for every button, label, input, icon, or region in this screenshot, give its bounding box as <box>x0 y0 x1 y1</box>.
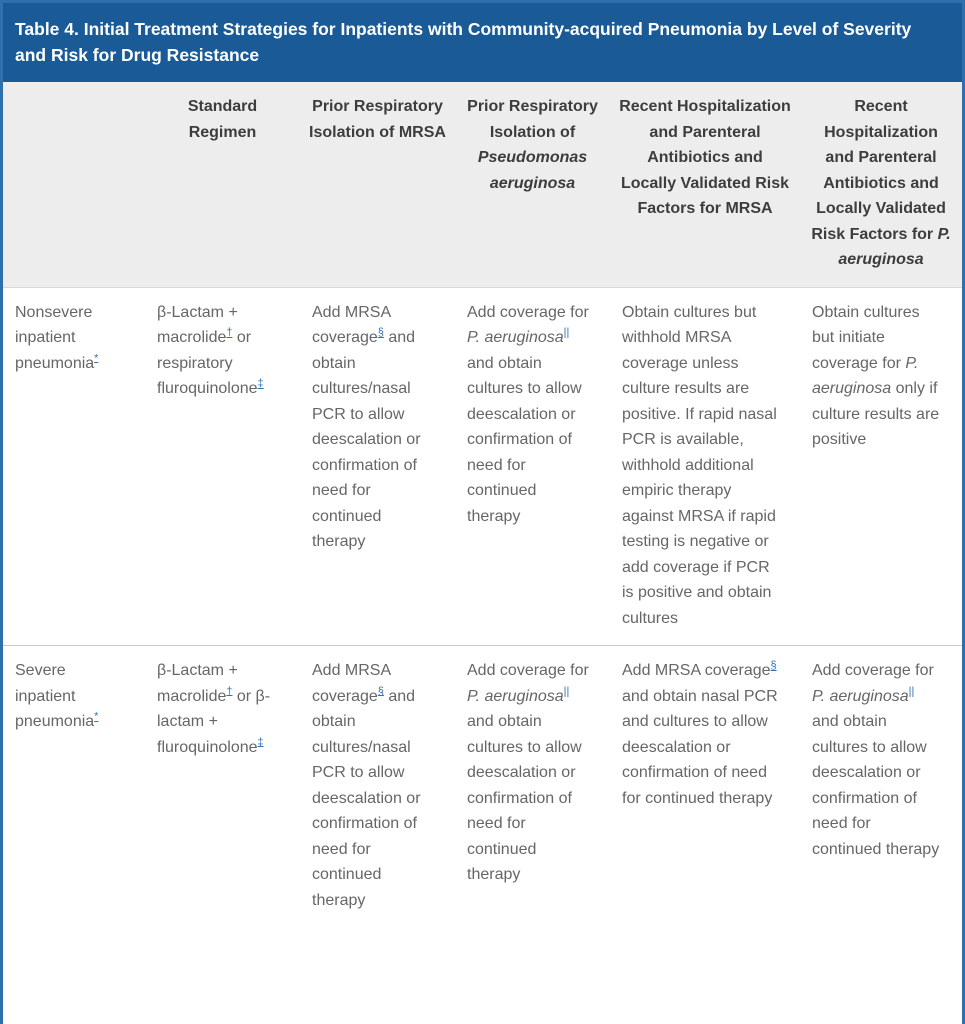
cell-prior-isolation-mrsa <box>300 646 455 928</box>
cell-recent-hospitalization-mrsa <box>610 287 800 646</box>
footnote-superscript <box>258 736 264 748</box>
text-segment: Recent Hospitalization and Parenteral Antibiotics and Locally Validated Risk Factors for <box>811 98 946 243</box>
text-segment: and obtain cultures to allow deescalation or confirmation of need for continued therapy <box>467 713 582 883</box>
treatment-table <box>3 82 962 927</box>
organism-name: P. aeruginosa <box>467 329 564 346</box>
footnote-superscript <box>564 327 570 339</box>
organism-name: P. aeruginosa <box>467 687 564 705</box>
cell-recent-hospitalization-pseudomonas <box>800 646 962 928</box>
cell-prior-isolation-pseudomonas <box>455 287 610 646</box>
cell-standard-regimen <box>145 646 300 928</box>
text-segment: Prior Respiratory Isolation of <box>467 98 598 141</box>
footnote-superscript <box>258 378 264 390</box>
cell-row-label <box>3 646 145 928</box>
text-segment: and obtain cultures/nasal PCR to allow deescalation or confirmation of need for continued therapy <box>312 329 421 550</box>
organism-name: Pseudomonas aeruginosa <box>477 149 588 192</box>
footnote-link[interactable]: * <box>94 710 99 723</box>
text-segment: β-Lactam + macrolide <box>157 662 238 705</box>
cell-standard-regimen <box>145 287 300 646</box>
text-segment: and obtain cultures/nasal PCR to allow deescalation or confirmation of need for continued therapy <box>312 687 421 909</box>
cell-recent-hospitalization-mrsa <box>610 646 800 928</box>
header-row <box>3 82 962 287</box>
footnote-link[interactable]: || <box>908 685 915 698</box>
text-segment: and obtain nasal PCR and cultures to allow deescalation or confirmation of need for continued therapy <box>622 687 778 807</box>
footnote-superscript <box>94 711 98 723</box>
text-segment: Nonsevere inpatient pneumonia <box>15 303 95 372</box>
text-segment: Prior Respiratory Isolation of MRSA <box>309 98 446 141</box>
cell-recent-hospitalization-pseudomonas <box>800 287 962 646</box>
text-segment: Standard Regimen <box>187 98 258 141</box>
footnote-superscript <box>909 685 915 697</box>
text-segment: Add coverage for <box>812 662 934 679</box>
row-label-header <box>3 82 145 287</box>
text-segment: Severe inpatient pneumonia <box>15 662 95 730</box>
text-segment: Obtain cultures but initiate coverage for <box>812 303 920 372</box>
table-title: Table 4. Initial Treatment Strategies for Inpatients with Community-acquired Pneumonia by Level of Severity and Risk for Drug Resistance <box>3 3 962 82</box>
cell-row-label <box>3 287 145 646</box>
cell-prior-isolation-mrsa <box>300 287 455 646</box>
column-header-recent-hospitalization-pseudomonas <box>800 82 962 287</box>
text-segment: and obtain cultures to allow deescalation or confirmation of need for continued therapy <box>812 713 940 858</box>
column-header-recent-hospitalization-mrsa <box>610 82 800 287</box>
footnote-link[interactable]: § <box>377 326 384 339</box>
footnote-link[interactable]: § <box>377 685 384 698</box>
table-row-nonsevere <box>3 287 962 646</box>
footnote-link[interactable]: § <box>770 659 777 672</box>
cell-prior-isolation-pseudomonas <box>455 646 610 928</box>
text-segment: β-Lactam + macrolide <box>157 303 238 346</box>
column-header-standard-regimen <box>145 82 300 287</box>
organism-name: P. aeruginosa <box>838 225 951 268</box>
footnote-link[interactable]: ‡ <box>257 377 264 390</box>
footnote-link[interactable]: † <box>226 326 233 339</box>
text-segment: only if culture results are positive <box>812 380 940 448</box>
text-segment: Add coverage for <box>467 303 589 321</box>
footnote-superscript <box>564 685 570 697</box>
text-segment: Add MRSA coverage <box>622 662 771 679</box>
footnote-link[interactable]: || <box>563 326 570 339</box>
text-segment: Recent Hospitalization and Parenteral Antibiotics and Locally Validated Risk Factors for MRSA <box>619 98 791 217</box>
text-segment: or β-lactam + fluroquinolone <box>157 687 271 756</box>
text-segment: or respiratory fluroquinolone <box>157 329 258 397</box>
text-segment: Add coverage for <box>467 662 589 679</box>
footnote-link[interactable]: * <box>94 352 99 365</box>
organism-name: P. aeruginosa <box>812 354 919 397</box>
column-header-prior-isolation-pseudomonas <box>455 82 610 287</box>
footnote-link[interactable]: ‡ <box>257 736 264 749</box>
footnote-link[interactable]: || <box>563 685 570 698</box>
text-segment: Add MRSA coverage <box>312 662 391 705</box>
footnote-link[interactable]: † <box>226 685 233 698</box>
table-row-severe <box>3 646 962 928</box>
footnote-superscript <box>771 660 777 672</box>
text-segment: Add MRSA coverage <box>312 303 391 346</box>
footnote-superscript <box>94 352 98 364</box>
text-segment: Obtain cultures but withhold MRSA coverage unless culture results are positive. If rapid nasal PCR is available, withhold additional empiric therapy against MRSA if rapid testing is negative or add coverage if PCR is positive and obtain cultures <box>622 303 777 627</box>
column-header-prior-isolation-mrsa <box>300 82 455 287</box>
text-segment: and obtain cultures to allow deescalation or confirmation of need for continued therapy <box>467 354 582 525</box>
organism-name: P. aeruginosa <box>812 687 909 705</box>
